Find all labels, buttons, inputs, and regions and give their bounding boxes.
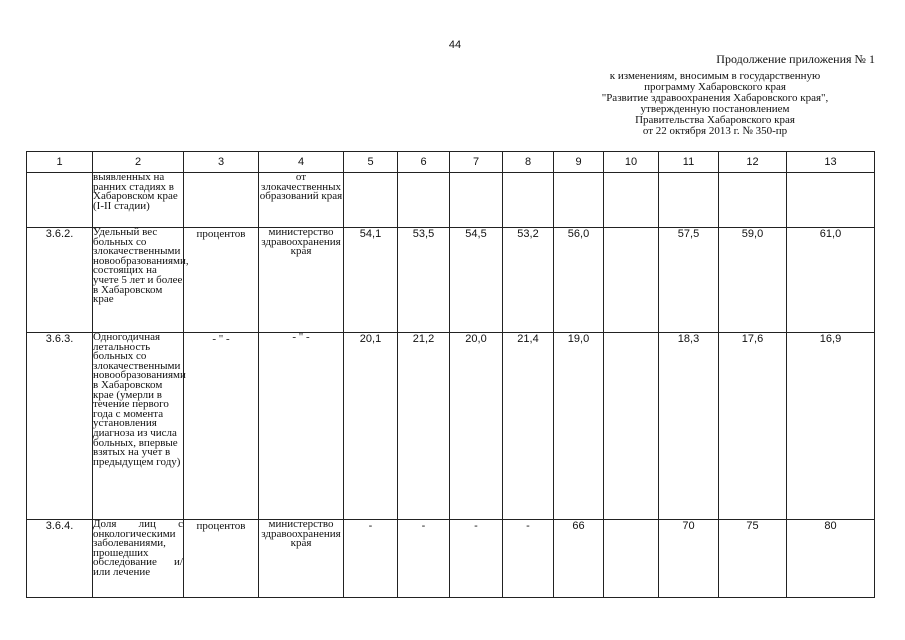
value-cell (719, 173, 787, 228)
value-cell: 59,0 (719, 228, 787, 333)
value-cell: 17,6 (719, 333, 787, 520)
indicator-name: выявленных на ранних стадиях в Хабаровском крае (I-II стадии) (93, 173, 184, 228)
executor-cell: министерство здравоохранения края (259, 520, 344, 598)
value-cell (554, 173, 604, 228)
value-cell (604, 173, 659, 228)
value-cell: - (398, 520, 450, 598)
unit-cell: - " - (184, 333, 259, 520)
value-cell: 16,9 (787, 333, 875, 520)
indicator-name: Доля лиц с онкологическими заболеваниями, прошедших обследование и/или лечение (93, 520, 184, 598)
header-line: от 22 октября 2013 г. № 350-пр (642, 125, 788, 137)
value-cell: 18,3 (659, 333, 719, 520)
value-cell (604, 520, 659, 598)
column-header: 9 (554, 152, 604, 173)
column-header: 4 (259, 152, 344, 173)
unit-cell: процентов (184, 520, 259, 598)
value-cell: 20,1 (344, 333, 398, 520)
value-cell (659, 173, 719, 228)
column-header: 11 (659, 152, 719, 173)
value-cell: 57,5 (659, 228, 719, 333)
value-cell: 54,5 (450, 228, 503, 333)
value-cell: 53,2 (503, 228, 554, 333)
value-cell: 75 (719, 520, 787, 598)
header-line: Правительства Хабаровского края (635, 114, 795, 126)
document-header (555, 54, 875, 137)
value-cell: 70 (659, 520, 719, 598)
column-header: 1 (27, 152, 93, 173)
column-header: 5 (344, 152, 398, 173)
executor-cell: министерство здравоохранения края (259, 228, 344, 333)
value-cell (344, 173, 398, 228)
column-header: 6 (398, 152, 450, 173)
row-code: 3.6.2. (27, 228, 93, 333)
value-cell: 56,0 (554, 228, 604, 333)
value-cell (450, 173, 503, 228)
header-line-appendix: Продолжение приложения № 1 (716, 52, 875, 66)
value-cell (604, 228, 659, 333)
page-number: 44 (448, 39, 462, 51)
value-cell (604, 333, 659, 520)
row-code: 3.6.4. (27, 520, 93, 598)
unit-cell: процентов (184, 228, 259, 333)
header-line: программу Хабаровского края (644, 81, 786, 93)
value-cell: 66 (554, 520, 604, 598)
column-header: 13 (787, 152, 875, 173)
indicator-name: Удельный вес больных со злокачественными новообразованиями, состоящих на учете 5 лет и более в Хабаровском крае (93, 228, 184, 333)
table-row (27, 520, 875, 598)
value-cell (787, 173, 875, 228)
unit-cell (184, 173, 259, 228)
value-cell: 21,4 (503, 333, 554, 520)
table-header-row (27, 152, 875, 173)
column-header: 7 (450, 152, 503, 173)
column-header: 8 (503, 152, 554, 173)
value-cell: 19,0 (554, 333, 604, 520)
header-line: "Развитие здравоохранения Хабаровского края", (601, 92, 829, 104)
table-row (27, 173, 875, 228)
header-line: утвержденную постановлением (640, 103, 790, 115)
value-cell: - (503, 520, 554, 598)
value-cell: 20,0 (450, 333, 503, 520)
value-cell: 61,0 (787, 228, 875, 333)
value-cell: 53,5 (398, 228, 450, 333)
column-header: 3 (184, 152, 259, 173)
row-code: 3.6.3. (27, 333, 93, 520)
value-cell: 80 (787, 520, 875, 598)
value-cell (398, 173, 450, 228)
column-header: 10 (604, 152, 659, 173)
column-header: 2 (93, 152, 184, 173)
executor-cell: - " - (259, 333, 344, 520)
value-cell: 21,2 (398, 333, 450, 520)
executor-cell: от злокачественных образований края (259, 173, 344, 228)
table-row (27, 228, 875, 333)
column-header: 12 (719, 152, 787, 173)
indicator-name: Одногодичная летальность больных со злокачественными новообразованиями в Хабаровском крае (умерли в течение первого года с момента установления диагноза из числа больных, впервые взятых на учет в предыдущем году) (93, 333, 184, 520)
value-cell: - (344, 520, 398, 598)
indicators-table (26, 151, 875, 598)
header-line: к изменениям, вносимым в государственную (609, 70, 821, 82)
table-row (27, 333, 875, 520)
value-cell: - (450, 520, 503, 598)
row-code (27, 173, 93, 228)
value-cell: 54,1 (344, 228, 398, 333)
value-cell (503, 173, 554, 228)
